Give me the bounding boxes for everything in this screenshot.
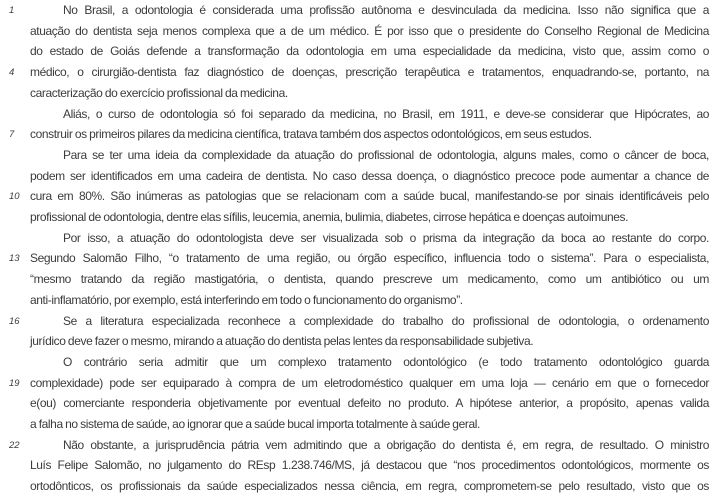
text-line-content: “mesmo tratando da região mastigatória, o dentista, quando prescreve um medicamento, como um antibiótico ou um [30,272,709,287]
line-number [0,228,30,249]
text-line-content: profissional de odontologia, dentre elas sífilis, leucemia, anemia, bulimia, diabetes, cirrose hepática e doenças autoimunes. [30,210,629,225]
text-line [0,248,715,269]
text-line-content: Aliás, o curso de odontologia só foi separado da medicina, no Brasil, em 1911, e deve-se considerar que Hipócrates, ao [63,106,709,121]
line-number [0,21,30,42]
line-number: 10 [9,191,20,203]
line-number [0,83,30,104]
text-line [0,311,715,332]
line-number [0,145,30,166]
text-line-content: complexidade) pode ser equiparado à compra de um eletrodoméstico qualquer em uma loja — cenário em que o fornecedor [30,375,709,390]
text-line [0,414,715,435]
line-number: 7 [9,129,15,141]
text-line [0,455,715,476]
text-line [0,373,715,394]
text-line-content: cura em 80%. São inúmeras as patologias que se relacionam com a saúde bucal, manifestando-se por sinais identificáveis pelo [30,189,709,204]
line-number [0,331,30,352]
text-line-content: Luís Felipe Salomão, no julgamento do REsp 1.238.746/MS, já destacou que “nos procedimentos odontológicos, mormente os [30,458,709,473]
text-line [0,269,715,290]
text-line [0,352,715,373]
line-number [0,290,30,311]
line-number [0,269,30,290]
text-line [0,476,715,497]
text-line [0,145,715,166]
text-line [0,228,715,249]
text-line [0,0,715,21]
text-line [0,435,715,456]
text-line [0,41,715,62]
line-number [0,166,30,187]
text-line-content: jurídico deve fazer o mesmo, mirando a atuação do dentista pelas lentes da responsabilidade subjetiva. [30,334,534,349]
text-line-content: Para se ter uma ideia da complexidade da atuação do profissional de odontologia, alguns males, como o câncer de boca, [63,147,709,162]
text-line-content: No Brasil, a odontologia é considerada uma profissão autônoma e desvinculada da medicina. Isso não significa que a [63,3,709,17]
text-line-content: do estado de Goiás defende a transformação da odontologia em uma especialidade da medicina, visto que, assim como o [30,44,709,59]
text-line [0,104,715,125]
line-number: 1 [9,5,15,16]
text-line-content: Por isso, a atuação do odontologista deve ser visualizada sob o prisma da integração da boca ao restante do corpo. [63,230,709,245]
line-number [0,476,30,497]
line-number [0,393,30,414]
text-line-content: anti-inflamatório, por exemplo, está interferindo em todo o funcionamento do organismo”. [30,292,463,307]
text-line [0,393,715,414]
line-number: 4 [9,67,15,79]
text-line-content: caracterização do exercício profissional da medicina. [30,85,288,100]
text-line [0,124,715,145]
line-number: 19 [9,377,20,389]
text-line [0,83,715,104]
line-number [0,352,30,373]
text-line [0,21,715,42]
text-line [0,331,715,352]
text-line-content: Segundo Salomão Filho, “o tratamento de uma região, ou órgão específico, influencia todo o sistema”. Para o especialista, [30,251,709,266]
text-line-content: a falha no sistema de saúde, ao ignorar que a saúde bucal importa totalmente à saúde geral. [30,417,480,432]
text-line-content: e(ou) comerciante responderia objetivamente por eventual defeito no produto. A hipótese anterior, a propósito, apenas valida [30,396,709,411]
text-line-content: podem ser identificados em uma cadeira de dentista. No caso dessa doença, o diagnóstico precoce pode aumentar a chance de [30,168,709,183]
line-number [0,455,30,476]
line-number: 22 [9,439,20,451]
line-number [0,207,30,228]
text-line [0,186,715,207]
line-number: 13 [9,253,20,265]
text-line-content: ortodônticos, os profissionais da saúde especializados nessa ciência, em regra, comprometem-se pelo resultado, visto que os [30,479,709,494]
text-line-content: atuação do dentista seja menos complexa que a de um médico. É por isso que o presidente do Conselho Regional de Medicina [30,23,709,38]
text-line-content: construir os primeiros pilares da medicina científica, tratava também dos aspectos odontológicos, em seus estudos. [30,127,592,142]
line-number [0,414,30,435]
line-number [0,41,30,62]
line-number: 16 [9,315,20,327]
text-line [0,166,715,187]
text-line [0,290,715,311]
text-line-content: O contrário seria admitir que um complexo tratamento odontológico (e todo tratamento odontológico guarda [63,354,709,369]
line-number [0,104,30,125]
text-line-content: Se a literatura especializada reconhece a complexidade do trabalho do profissional de odontologia, o ordenamento [63,313,709,328]
text-line [0,62,715,83]
text-line-content: Não obstante, a jurisprudência pátria vem admitindo que a obrigação do dentista é, em regra, de resultado. O ministro [63,437,709,452]
text-line [0,207,715,228]
text-line-content: médico, o cirurgião-dentista faz diagnóstico de doenças, prescrição terapêutica e tratamentos, enquadrando-se, portanto, na [30,65,709,80]
